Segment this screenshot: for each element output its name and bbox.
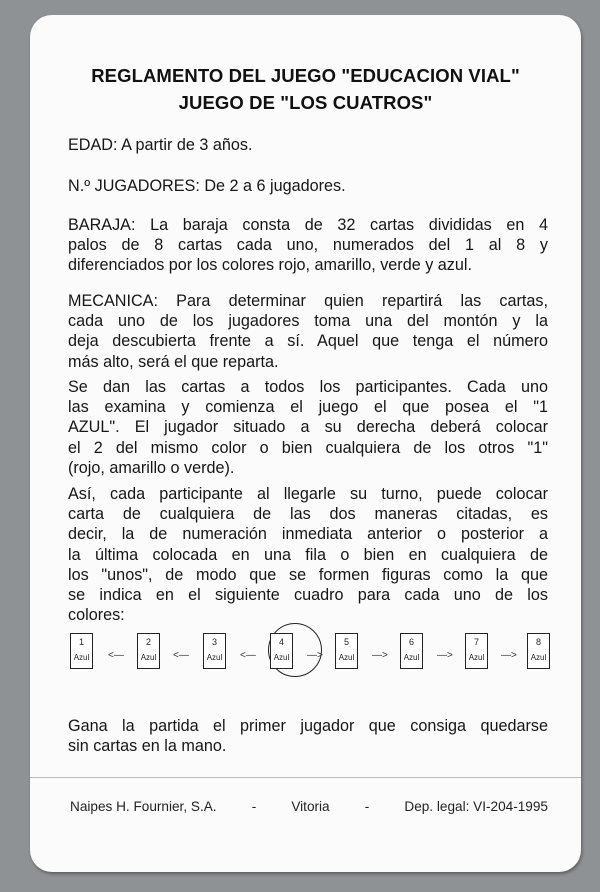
card-color: Azul: [73, 653, 90, 662]
text-line: carta de cualquiera de las dos maneras citadas, es: [68, 505, 548, 524]
text-line: sin cartas en la mano.: [68, 737, 227, 756]
baraja-paragraph: [68, 215, 548, 276]
jugadores-text: [68, 176, 548, 196]
card-7-azul: [465, 633, 488, 669]
turno-paragraph: [68, 484, 548, 625]
footer-separator: -: [251, 799, 257, 814]
card-8-azul: [527, 633, 550, 669]
arrow-right-icon: —>: [372, 650, 388, 661]
reparto-paragraph: [68, 377, 548, 478]
card-color: Azul: [273, 653, 290, 662]
final-paragraph: [68, 716, 548, 756]
text-line: BARAJA: La baraja consta de 32 cartas divididas en 4: [68, 216, 548, 234]
text-line: el 2 del mismo color o bien cualquiera de los otros "1": [68, 438, 548, 457]
footer-city: Vitoria: [291, 799, 330, 814]
edad-line: EDAD: A partir de 3 años.: [68, 136, 253, 154]
text-line: se indica en el siguiente cuadro para cada uno de los: [68, 586, 548, 605]
card-color: Azul: [403, 653, 420, 662]
text-line: (rojo, amarillo o verde).: [68, 458, 235, 477]
text-line: las examina y comienza el juego el que posea el "1: [68, 398, 548, 417]
text-line: Gana la partida el primer jugador que consiga quedarse: [68, 717, 548, 735]
text-line: AZUL". El jugador situado a su derecha deberá colocar: [68, 418, 548, 437]
card-1-azul: [70, 633, 93, 669]
text-line: diferenciados por los colores rojo, amarillo, verde y azul.: [68, 256, 472, 275]
text-line: los "unos", de modo que se formen figuras como la que: [68, 565, 548, 584]
card-number: 8: [535, 637, 541, 647]
card-6-azul: [400, 633, 423, 669]
title-line-2: JUEGO DE "LOS CUATROS": [178, 92, 433, 113]
text-line: Se dan las cartas a todos los participantes. Cada uno: [68, 378, 548, 396]
title-line-1: REGLAMENTO DEL JUEGO "EDUCACION VIAL": [91, 65, 520, 86]
footer-legal-deposit: Dep. legal: VI-204-1995: [404, 799, 548, 814]
text-line: decir, la de numeración inmediata anterior o posterior a: [68, 525, 548, 544]
card-color: Azul: [140, 653, 157, 662]
footer-publisher: Naipes H. Fournier, S.A.: [70, 799, 217, 814]
card-color: Azul: [468, 653, 485, 662]
card-2-azul: [137, 633, 160, 669]
card-5-azul: [335, 633, 358, 669]
arrow-left-icon: <—: [240, 650, 256, 661]
card-number: 6: [408, 637, 414, 647]
arrow-right-icon: —>: [501, 650, 517, 661]
text-line: la última colocada en una fila o bien en cualquiera de: [68, 545, 548, 564]
footer: [70, 799, 548, 814]
text-line: palos de 8 cartas cada uno, numerados del 1 al 8 y: [68, 236, 548, 255]
mecanica-paragraph: [68, 291, 548, 372]
card-number: 2: [145, 637, 151, 647]
card-4-azul: [270, 633, 293, 669]
card-number: 7: [473, 637, 479, 647]
arrow-right-icon: —>: [307, 650, 323, 661]
card-color: Azul: [338, 653, 355, 662]
rules-card: [30, 15, 581, 872]
arrow-left-icon: <—: [173, 650, 189, 661]
jugadores-line: N.º JUGADORES: De 2 a 6 jugadores.: [68, 177, 346, 195]
text-line: deja descubierta frente a sí. Aquel que tenga el número: [68, 332, 548, 351]
card-3-azul: [203, 633, 226, 669]
card-number: 5: [343, 637, 349, 647]
divider: [30, 777, 581, 778]
arrow-right-icon: —>: [437, 650, 453, 661]
card-color: Azul: [206, 653, 223, 662]
card-color: Azul: [530, 653, 547, 662]
text-line: cada uno de los jugadores toma una del montón y la: [68, 312, 548, 331]
text-line: más alto, será el que reparta.: [68, 352, 279, 371]
text-line: MECANICA: Para determinar quien repartirá las cartas,: [68, 292, 548, 310]
card-sequence-diagram: [30, 615, 581, 715]
edad-text: [68, 135, 548, 155]
text-line: colores:: [68, 606, 125, 625]
card-number: 1: [78, 637, 84, 647]
arrow-left-icon: <—: [108, 650, 124, 661]
card-number: 3: [211, 637, 217, 647]
footer-separator: -: [364, 799, 370, 814]
card-number: 4: [278, 637, 284, 647]
text-line: Así, cada participante al llegarle su turno, puede colocar: [68, 485, 548, 503]
